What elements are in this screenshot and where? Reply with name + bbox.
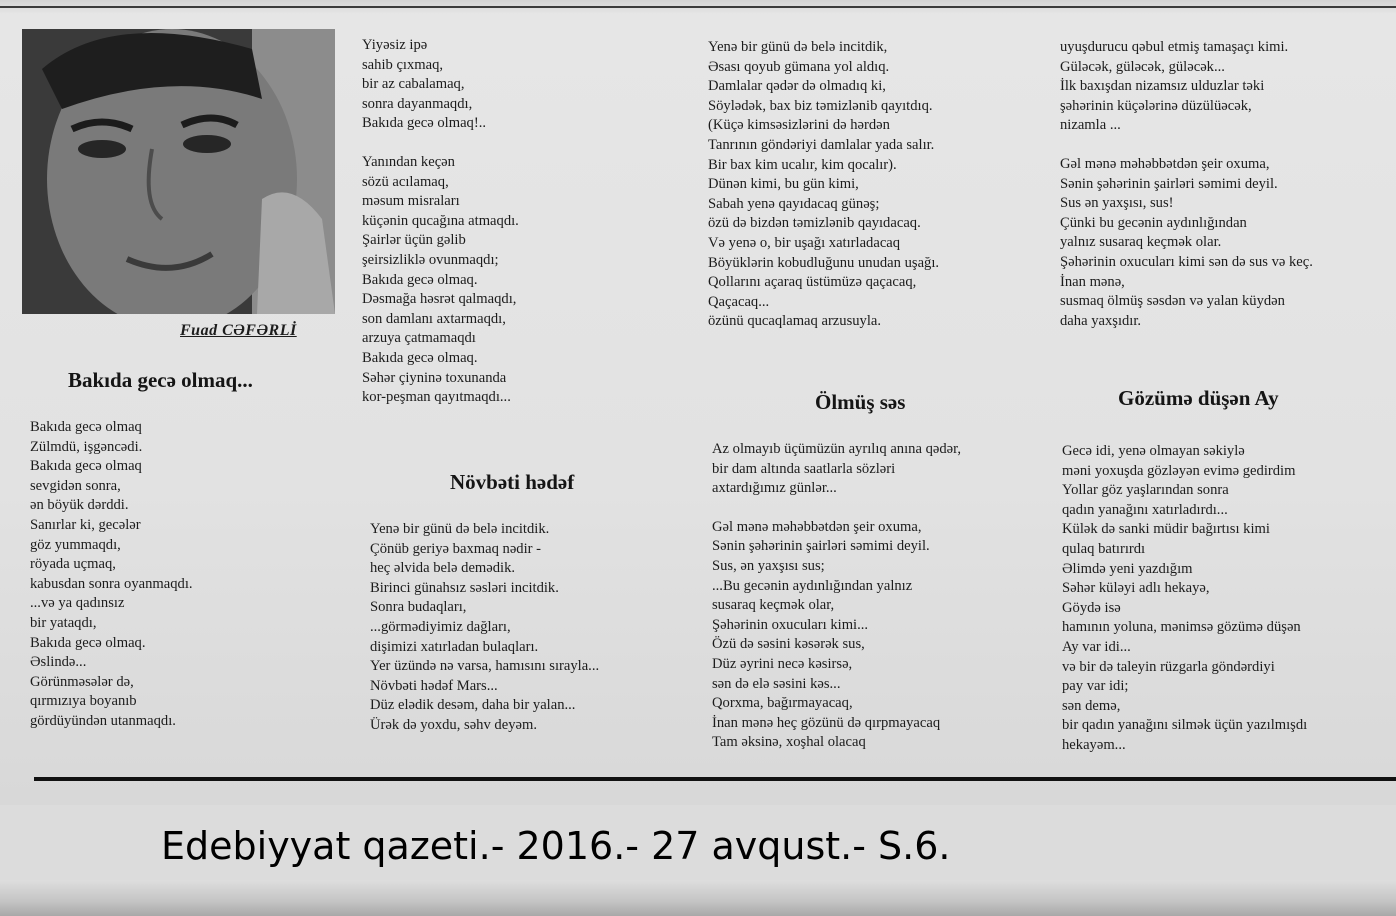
poem-line: uyuşdurucu qəbul etmiş tamaşaçı kimi. — [1060, 39, 1289, 55]
poem-line: röyada uçmaq, — [30, 556, 116, 573]
poem-line: Görünməsələr də, — [30, 673, 134, 690]
poem-line: ...Bu gecənin aydınlığından yalnız — [712, 577, 913, 594]
poem-line: Özü də səsini kəsərək sus, — [712, 636, 865, 653]
poem-line: sonra dayanmaqdı, — [362, 95, 473, 112]
poem-line: Gəl mənə məhəbbətdən şeir oxuma, — [1060, 155, 1270, 172]
poem-line: susmaq ölmüş səsdən və yalan küydən — [1060, 293, 1285, 310]
poem-line: hamının yoluna, mənimsə gözümə düşən — [1062, 619, 1301, 636]
poem-line: (Küçə kimsəsizlərini də hərdən — [708, 117, 890, 134]
poem-body — [712, 440, 961, 753]
poem-line: kabusdan sonra oyanmaqdı. — [30, 575, 193, 592]
poem-line: Bakıda gecə olmaq. — [30, 634, 146, 651]
poem-line: nizamla ... — [1060, 117, 1121, 134]
poem-line: Əlimdə yeni yazdığım — [1062, 560, 1193, 577]
poem-line: Çünki bu gecənin aydınlığından — [1060, 214, 1247, 231]
poem-title: Növbəti hədəf — [450, 470, 575, 494]
poem-line: daha yaxşıdır. — [1060, 312, 1142, 329]
poem-line: Sənin şəhərinin şairləri səmimi deyil. — [1060, 175, 1278, 192]
source-citation: Edebiyyat qazeti.- 2016.- 27 avqust.- S.6. — [161, 824, 951, 868]
poem-line: Yanından keçən — [362, 153, 455, 170]
author-byline: Fuad CƏFƏRLİ — [180, 322, 297, 339]
poem-line: Gəl mənə məhəbbətdən şeir oxuma, — [712, 518, 922, 535]
poem-line: Ürək də yoxdu, səhv deyəm. — [370, 716, 537, 733]
poem-title: Gözümə düşən Ay — [1118, 386, 1279, 410]
poem-line: Zülmdü, işgəncədi. — [30, 438, 143, 455]
poem-line: Səhər çiyninə toxunanda — [362, 369, 507, 386]
poem-line: küçənin qucağına atmaqdı. — [362, 212, 519, 229]
poem-line: və bir də taleyin rüzgarla göndərdiyi — [1062, 658, 1275, 675]
poem-line: İnan mənə heç gözünü də qırpmayacaq — [712, 714, 941, 731]
poem-line: Bir bax kim ucalır, kim qocalır). — [708, 156, 897, 173]
poem-line: Qorxma, bağırmayacaq, — [712, 695, 853, 712]
poem-line: Tanrının göndəriyi damlalar yada salır. — [708, 136, 935, 153]
poem-line: dişimizi xatırladan bulaqları. — [370, 638, 539, 655]
poem-line — [362, 134, 519, 153]
poem-line: Böyüklərin kobudluğunu unudan uşağı. — [708, 254, 940, 271]
poem-line: susaraq keçmək olar, — [712, 597, 835, 614]
poem-line: Dünən kimi, bu gün kimi, — [708, 176, 859, 193]
poem-line: Bakıda gecə olmaq — [30, 458, 142, 475]
poem-line: özünü qucaqlamaq arzusuyla. — [708, 313, 882, 330]
poem-line: Göydə isə — [1062, 599, 1121, 616]
poem-line: özü də bizdən təmizlənib qayıdacaq. — [708, 215, 921, 232]
poem-line: Tam əksinə, xoşhal olacaq — [712, 734, 866, 751]
poem-line: Güləcək, güləcək, güləcək... — [1060, 58, 1225, 75]
poem-line: bir az cabalamaq, — [362, 76, 465, 93]
poem-line: Sənin şəhərinin şairləri səmimi deyil. — [712, 538, 930, 555]
poem-line: kor-peşman qayıtmaqdı... — [362, 389, 511, 406]
poem-line: Qollarını açaraq üstümüzə qaçacaq, — [708, 274, 917, 291]
author-photo — [22, 29, 335, 314]
poem-line: məsum misraları — [362, 193, 460, 210]
poem-line: Yiyəsiz ipə — [362, 37, 428, 53]
poem-line: Səhər küləyi adlı hekayə, — [1062, 580, 1210, 597]
poem-line: Düz elədik desəm, daha bir yalan... — [370, 697, 576, 714]
top-rule — [0, 6, 1396, 8]
poem-body-continued — [1060, 38, 1313, 331]
poem-line: qırmızıya boyanıb — [30, 693, 137, 710]
poem-title: Bakıda gecə olmaq... — [68, 368, 253, 392]
poem-line: Sus, ən yaxşısı sus; — [712, 557, 825, 574]
poem-line: Külək də sanki müdir bağırtısı kimi — [1062, 521, 1270, 538]
poem-line: yalnız susaraq keçmək olar. — [1060, 234, 1222, 251]
poem-line: Birinci günahsız səsləri incitdik. — [370, 579, 559, 596]
poem-line: Və yenə o, bir uşağı xatırladacaq — [708, 234, 901, 251]
poem-line: hekayəm... — [1062, 736, 1126, 753]
poem-line: Əslində... — [30, 654, 87, 671]
poem-line: bir yataqdı, — [30, 614, 97, 631]
poem-line: Yenə bir günü də belə incitdik. — [370, 521, 550, 537]
poem-line: qulaq batırırdı — [1062, 540, 1146, 557]
poem-line: Gecə idi, yenə olmayan səkiylə — [1062, 443, 1245, 459]
bottom-rule — [34, 777, 1396, 781]
poem-line: gördüyündən utanmaqdı. — [30, 712, 176, 729]
poem-line: Sonra budaqları, — [370, 599, 467, 616]
poem-line: Bakıda gecə olmaq!.. — [362, 115, 486, 132]
poem-line: Qaçacaq... — [708, 293, 770, 310]
poem-line — [1060, 136, 1313, 155]
poem-line: Sus ən yaxşısı, sus! — [1060, 195, 1174, 212]
poem-line: pay var idi; — [1062, 678, 1129, 695]
poem-body-continued — [362, 36, 519, 408]
poem-line: sahib çıxmaq, — [362, 56, 444, 73]
poem-title: Ölmüş səs — [815, 390, 906, 414]
poem-line: bir dam altında saatlarla sözləri — [712, 460, 896, 477]
poem-line: şəhərinin küçələrinə düzülüəcək, — [1060, 97, 1252, 114]
poem-line: axtardığımız günlər... — [712, 480, 837, 497]
poem-line: Dəsmağa həsrət qalmaqdı, — [362, 291, 517, 308]
poem-line: İlk baxışdan nizamsız ulduzlar təki — [1060, 78, 1265, 95]
poem-line: Yollar göz yaşlarından sonra — [1062, 482, 1229, 499]
poem-line: ...görmədiyimiz dağları, — [370, 618, 511, 635]
poem-line: İnan mənə, — [1060, 273, 1125, 290]
poem-line: sevgidən sonra, — [30, 477, 121, 494]
page-edge — [0, 880, 1396, 916]
poem-line: Bakıda gecə olmaq. — [362, 271, 478, 288]
poem-line: Şairlər üçün gəlib — [362, 232, 466, 249]
poem-line: bir qadın yanağını silmək üçün yazılmışdı — [1062, 717, 1308, 734]
author-portrait-image — [22, 29, 335, 314]
poem-line: Ay var idi... — [1062, 638, 1131, 655]
poem-line: sən demə, — [1062, 697, 1121, 714]
poem-line: son damlanı axtarmaqdı, — [362, 310, 506, 327]
poem-line: şeirsizliklə ovunmaqdı; — [362, 251, 499, 268]
poem-line: heç əlvida belə demədik. — [370, 560, 516, 577]
poem-line: Şəhərinin oxucuları kimi sən də sus və keç. — [1060, 253, 1313, 270]
poem-body — [1062, 442, 1307, 756]
poem-body — [30, 418, 193, 732]
poem-line: arzuya çatmamaqdı — [362, 330, 476, 347]
poem-line: Düz əyrini necə kəsirsə, — [712, 655, 853, 672]
poem-line: məni yoxuşda gözləyən evimə gedirdim — [1062, 462, 1296, 479]
poem-line: Sabah yenə qayıdacaq günəş; — [708, 195, 880, 212]
poem-line: Bakıda gecə olmaq — [30, 419, 142, 435]
poem-line: göz yummaqdı, — [30, 536, 121, 553]
poem-body — [370, 520, 599, 736]
poem-line: Yer üzündə nə varsa, hamısını sırayla... — [370, 658, 600, 675]
poem-line: Çönüb geriyə baxmaq nədir - — [370, 540, 542, 557]
poem-line: Şəhərinin oxucuları kimi... — [712, 616, 869, 633]
poem-line: Damlalar qədər də olmadıq ki, — [708, 78, 886, 95]
poem-line: sözü acılamaq, — [362, 173, 449, 190]
poem-line — [712, 499, 961, 518]
poem-line: Əsası qoyub gümana yol aldıq. — [708, 58, 890, 75]
poem-line: ...və ya qadınsız — [30, 595, 125, 612]
poem-line: Az olmayıb üçümüzün ayrılıq anına qədər, — [712, 441, 962, 457]
poem-line: Növbəti hədəf Mars... — [370, 677, 498, 694]
poem-body-continued — [708, 38, 939, 332]
poem-line: Sanırlar ki, gecələr — [30, 516, 141, 533]
poem-line: Yenə bir günü də belə incitdik, — [708, 39, 888, 55]
poem-line: Söylədək, bax biz təmizlənib qayıtdıq. — [708, 97, 933, 114]
poem-line: Bakıda gecə olmaq. — [362, 349, 478, 366]
poem-line: ən böyük dərddi. — [30, 497, 129, 514]
poem-line: sən də elə səsini kəs... — [712, 675, 841, 692]
poem-line: qadın yanağını xatırladırdı... — [1062, 501, 1228, 518]
